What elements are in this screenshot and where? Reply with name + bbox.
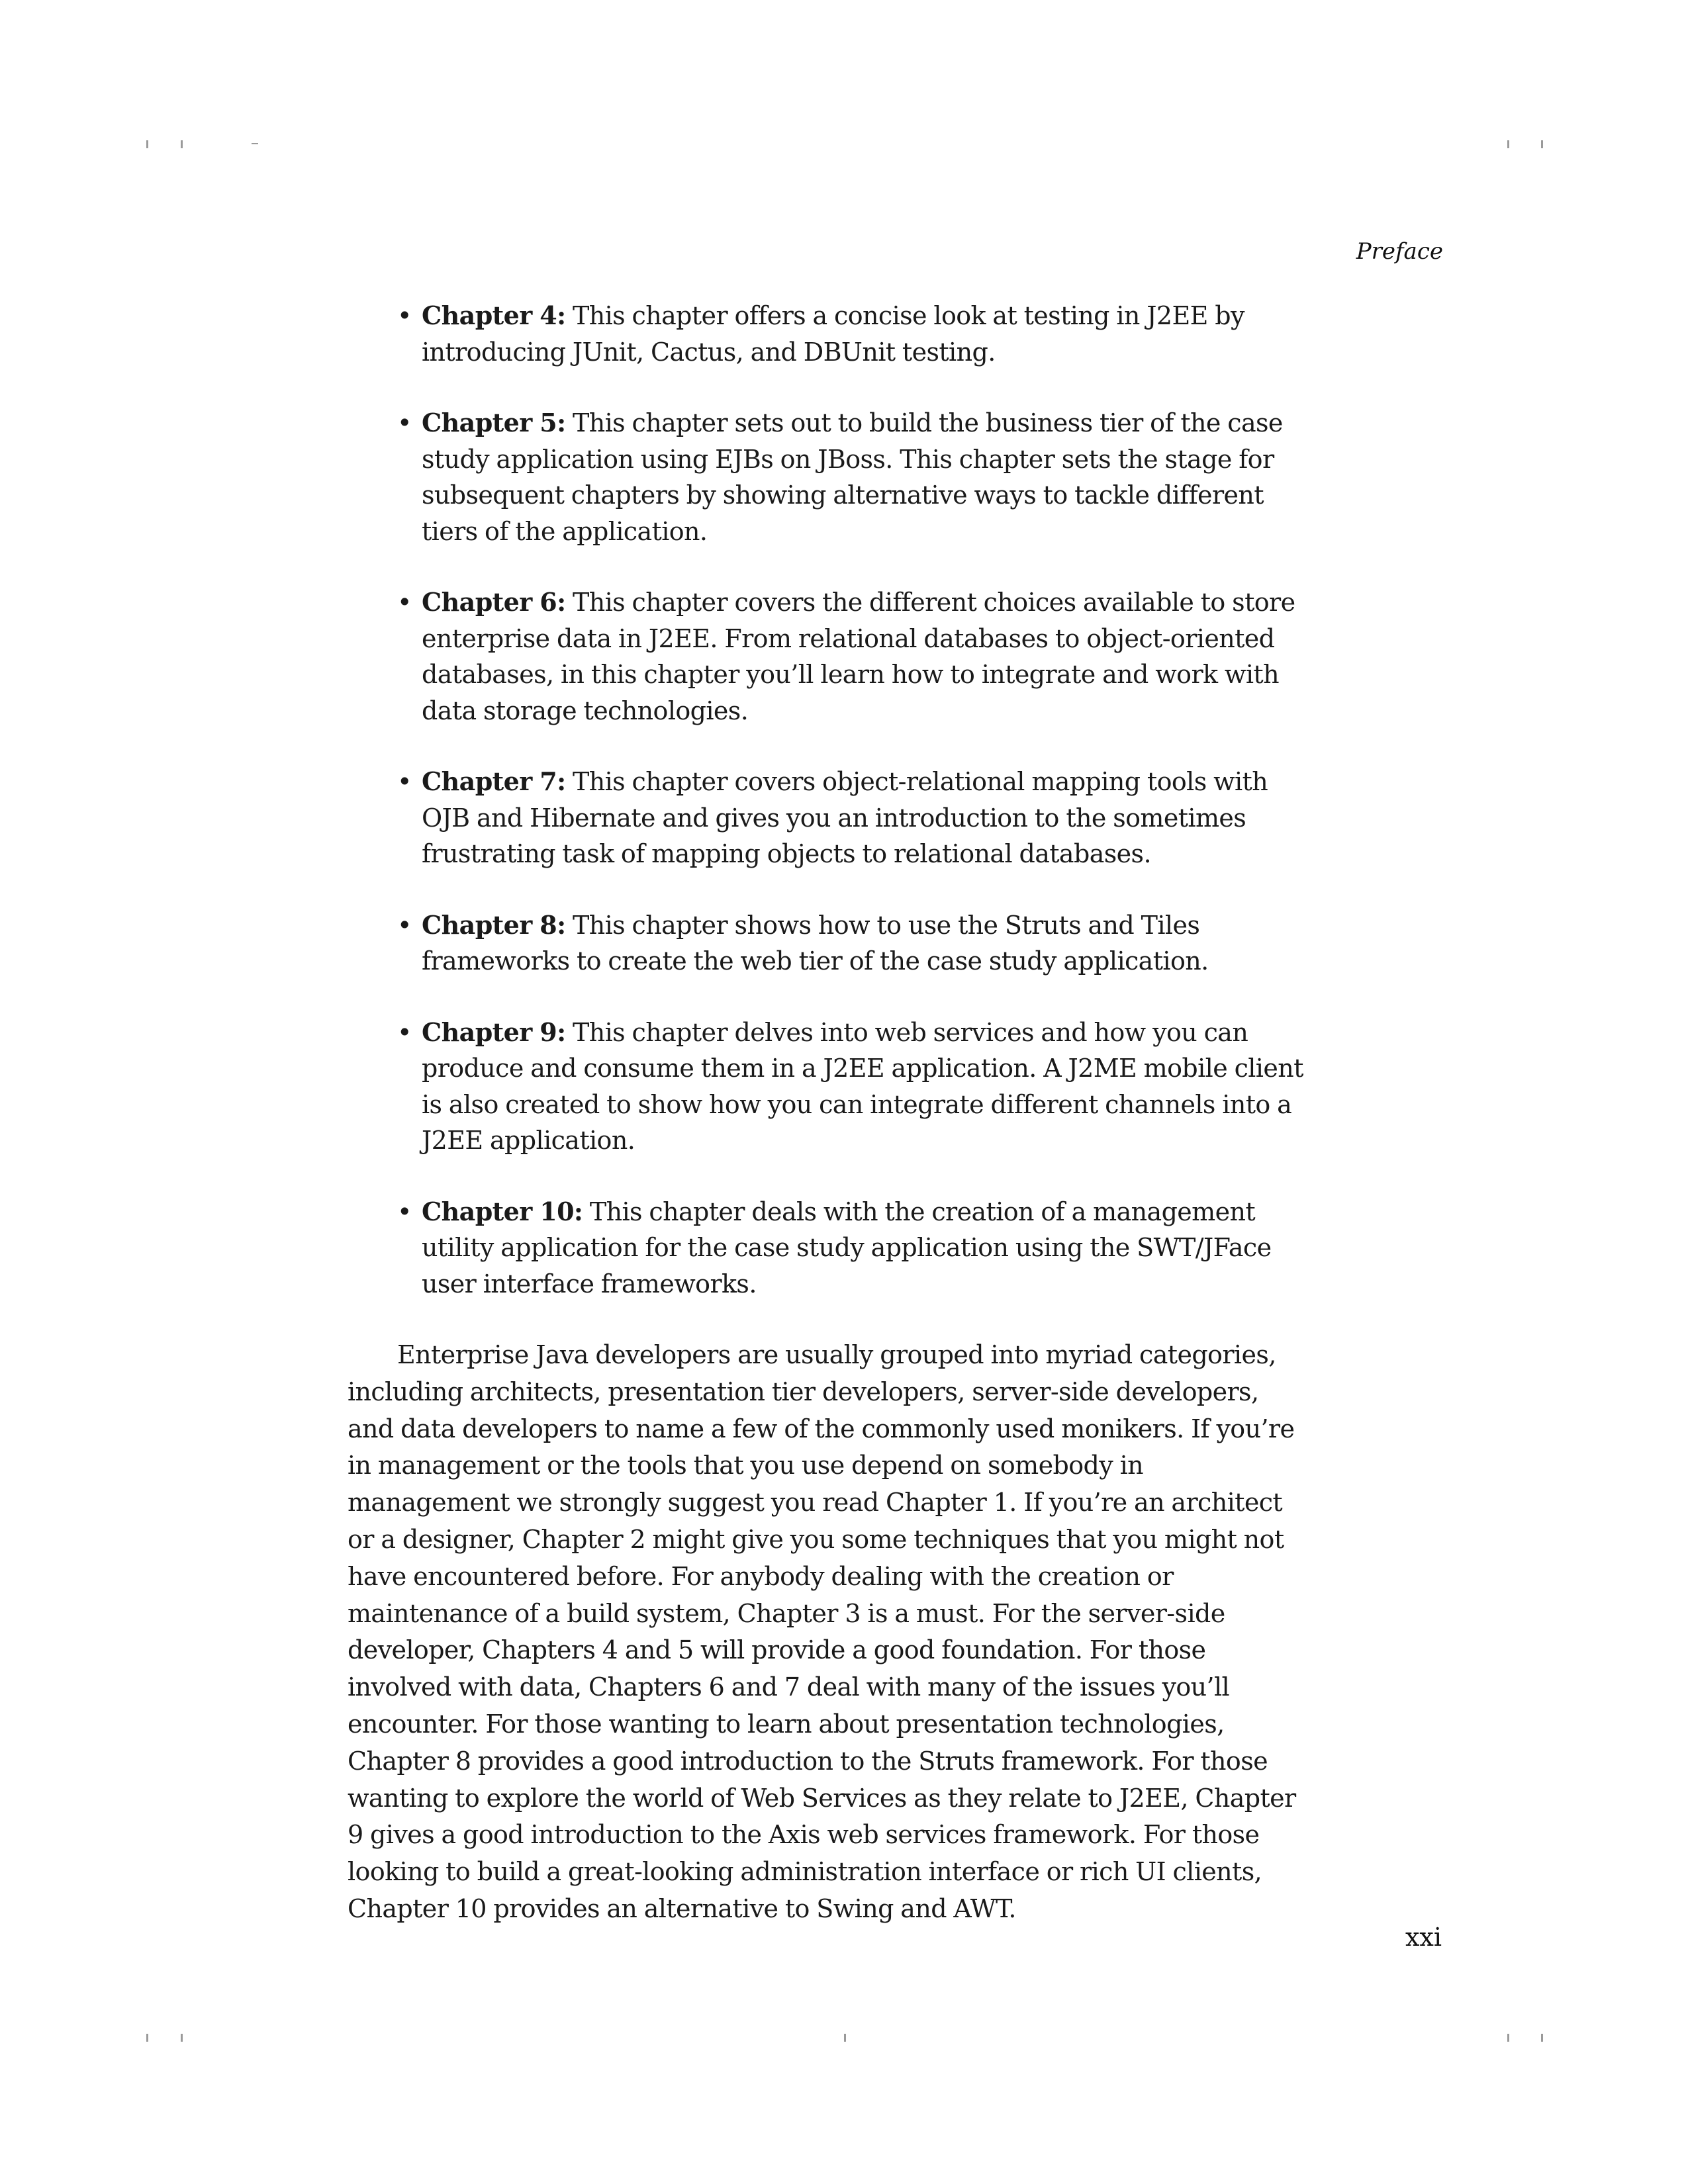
crop-mark	[844, 2034, 846, 2042]
chapter-label: Chapter 4:	[422, 300, 566, 330]
list-item	[348, 405, 1311, 549]
chapter-description: This chapter offers a concise look at testing in J2EE by introducing JUnit, Cactus, and DBUnit testing.	[422, 301, 1244, 367]
crop-mark	[146, 2034, 148, 2042]
bullet-icon: •	[397, 1017, 412, 1047]
chapter-label: Chapter 6:	[422, 587, 566, 617]
chapter-description: This chapter delves into web services and how you can produce and consume them in a J2EE application. A J2ME mobile client is also created to show how you can integrate different channels into a J2EE application.	[422, 1017, 1303, 1155]
chapter-description: This chapter shows how to use the Struts and Tiles frameworks to create the web tier of the case study application.	[422, 910, 1209, 976]
list-item	[348, 1194, 1311, 1302]
crop-mark	[181, 2034, 183, 2042]
chapter-description: This chapter covers the different choices available to store enterprise data in J2EE. From relational databases to object-oriented databases, in this chapter you’ll learn how to integrate and work with data storage technologies.	[422, 588, 1295, 725]
list-item	[348, 907, 1311, 979]
crop-mark	[146, 140, 148, 148]
bullet-icon: •	[397, 408, 412, 437]
page-number: xxi	[1405, 1923, 1442, 1952]
crop-mark	[1541, 2034, 1543, 2042]
bullet-icon: •	[397, 910, 412, 940]
list-item	[348, 1015, 1311, 1159]
list-item	[348, 764, 1311, 872]
chapter-label: Chapter 8:	[422, 909, 566, 940]
chapter-label: Chapter 5:	[422, 408, 566, 437]
crop-mark	[1541, 140, 1543, 148]
running-head: Preface	[1356, 238, 1443, 265]
chapter-label: Chapter 7:	[422, 766, 566, 796]
crop-mark	[1507, 140, 1509, 148]
bullet-icon: •	[397, 588, 412, 617]
page-body	[348, 298, 1311, 1928]
bullet-icon: •	[397, 1197, 412, 1226]
bullet-icon: •	[397, 301, 412, 330]
crop-mark	[252, 143, 258, 144]
chapter-label: Chapter 10:	[422, 1196, 583, 1226]
crop-mark	[181, 140, 183, 148]
chapter-description: This chapter sets out to build the business tier of the case study application using EJBs on JBoss. This chapter sets the stage for subsequent chapters by showing alternative ways to tackle different tiers of the application.	[422, 408, 1283, 546]
list-item	[348, 584, 1311, 729]
bullet-icon: •	[397, 767, 412, 796]
chapter-description: This chapter covers object-relational mapping tools with OJB and Hibernate and gives you an introduction to the sometimes frustrating task of mapping objects to relational databases.	[422, 767, 1268, 868]
chapter-description: This chapter deals with the creation of a management utility application for the case study application using the SWT/JFace user interface frameworks.	[422, 1197, 1272, 1298]
body-paragraph: Enterprise Java developers are usually grouped into myriad categories, including architects, presentation tier developers, server-side developers, and data developers to name a few of the commonly used monikers. If you’re in management or the tools that you use depend on somebody in management we strongly suggest you read Chapter 1. If you’re an architect or a designer, Chapter 2 might give you some techniques that you might not have encountered before. For anybody dealing with the creation or maintenance of a build system, Chapter 3 is a must. For the server-side developer, Chapters 4 and 5 will provide a good foundation. For those involved with data, Chapters 6 and 7 deal with many of the issues you’ll encounter. For those wanting to learn about presentation technologies, Chapter 8 provides a good introduction to the Struts framework. For those wanting to explore the world of Web Services as they relate to J2EE, Chapter 9 gives a good introduction to the Axis web services framework. For those looking to build a great-looking administration interface or rich UI clients, Chapter 10 provides an alternative to Swing and AWT.	[348, 1340, 1296, 1923]
chapter-label: Chapter 9:	[422, 1017, 566, 1047]
list-item	[348, 298, 1311, 370]
chapter-list	[348, 298, 1311, 1302]
crop-mark	[1507, 2034, 1509, 2042]
